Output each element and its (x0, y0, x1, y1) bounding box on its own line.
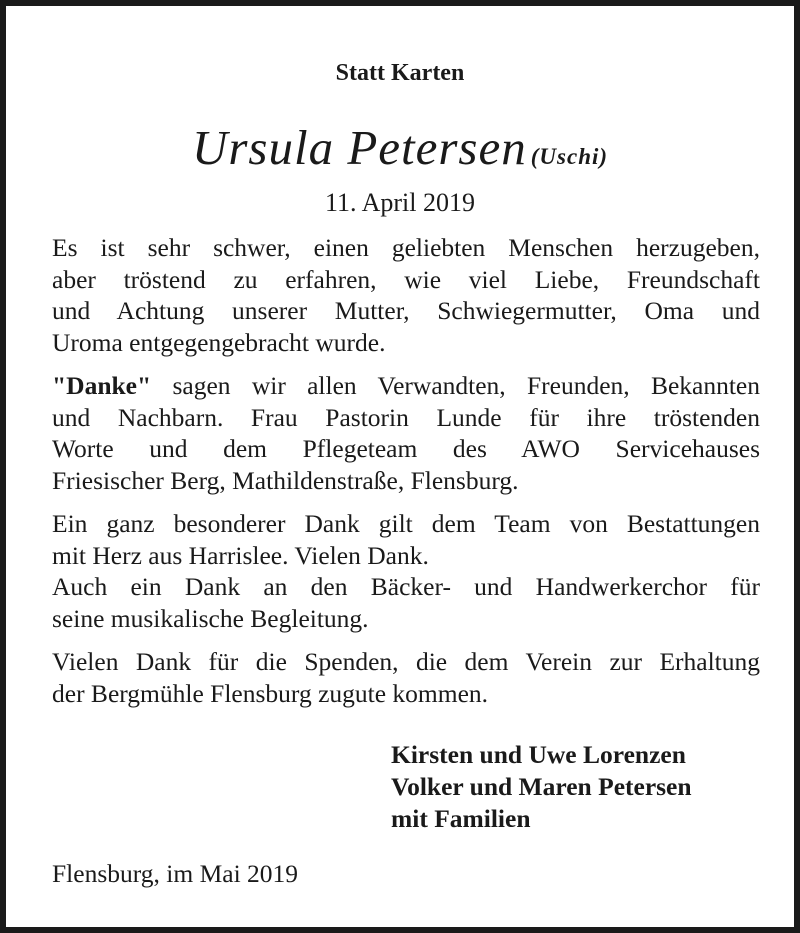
paragraph-4 (52, 646, 760, 709)
statt-karten-heading: Statt Karten (335, 60, 465, 86)
text-line (52, 370, 760, 402)
signature-line: Volker und Maren Petersen (391, 772, 692, 801)
deceased-name: Ursula Petersen (191, 120, 527, 175)
text-line: Uroma entgegengebracht wurde. (52, 327, 386, 357)
text-line: Vielen Dank für die Spenden, die dem Verein zur Erhaltung (52, 647, 760, 676)
text-line: mit Herz aus Harrislee. Vielen Dank. (52, 540, 429, 570)
text-line: Es ist sehr schwer, einen geliebten Menschen herzugeben, (52, 233, 760, 262)
text-line: der Bergmühle Flensburg zugute kommen. (52, 678, 489, 708)
text-line: und Achtung unserer Mutter, Schwiegermutter, Oma und (52, 296, 760, 325)
signature-line: Kirsten und Uwe Lorenzen (391, 740, 686, 769)
paragraph-1 (52, 232, 760, 358)
text-line: Worte und dem Pflegeteam des AWO Servicehauses (52, 434, 760, 463)
text-line: Friesischer Berg, Mathildenstraße, Flensburg. (52, 465, 519, 495)
place-and-date: Flensburg, im Mai 2019 (52, 859, 299, 888)
text-line: seine musikalische Begleitung. (52, 603, 369, 633)
death-date: 11. April 2019 (325, 188, 475, 217)
signature-line: mit Familien (391, 804, 531, 833)
deceased-nickname: (Uschi) (530, 144, 609, 169)
deceased-name-line (6, 119, 794, 176)
danke-word: "Danke" (52, 371, 152, 400)
text-line: und Nachbarn. Frau Pastorin Lunde für ihre tröstenden (52, 402, 760, 432)
text-line: Ein ganz besonderer Dank gilt dem Team von Bestattungen (52, 509, 760, 538)
thanks-text (52, 232, 760, 721)
paragraph-3 (52, 508, 760, 634)
paragraph-2 (52, 370, 760, 496)
text-line: Auch ein Dank an den Bäcker- und Handwerkerchor für (52, 572, 760, 601)
signatures (391, 739, 692, 835)
text-fragment: sagen wir allen Verwandten, Freunden, Bekannten (151, 371, 760, 400)
text-line: aber tröstend zu erfahren, wie viel Liebe, Freundschaft (52, 264, 760, 294)
